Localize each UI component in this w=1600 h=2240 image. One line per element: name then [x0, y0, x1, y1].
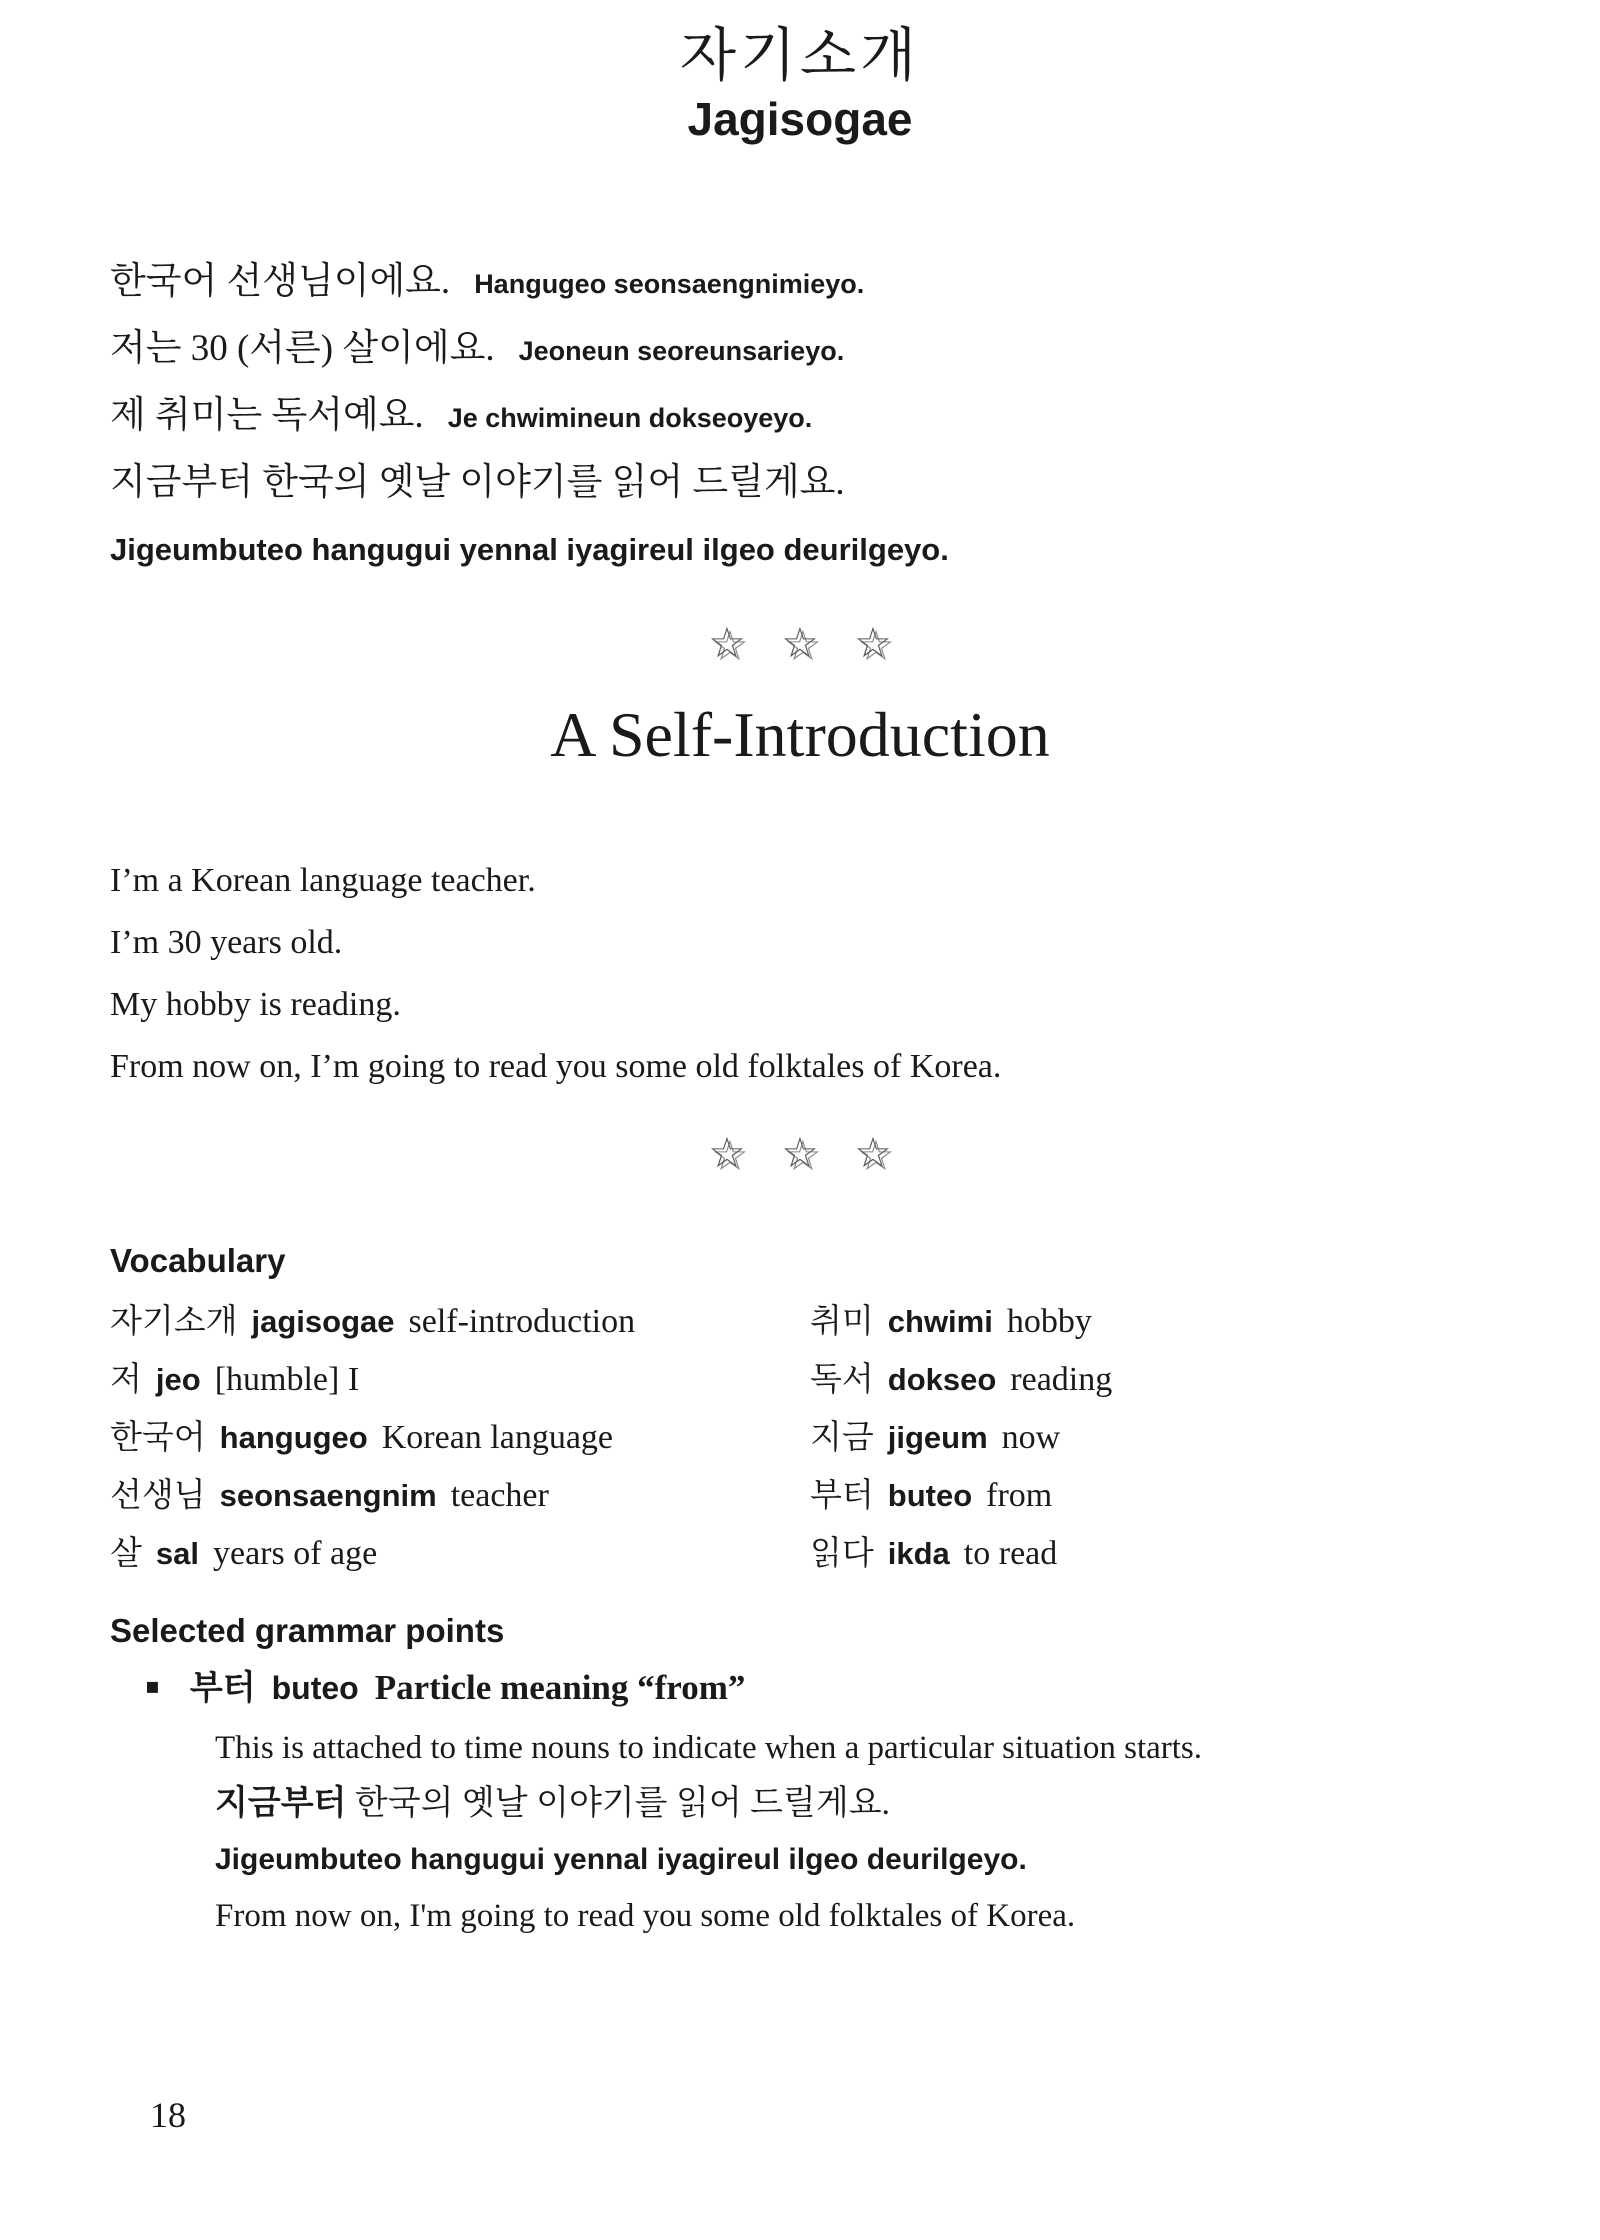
intro-romanization: Je chwimineun dokseoyeyo.: [447, 403, 813, 433]
grammar-explanation: This is attached to time nouns to indicate when a particular situation starts.: [215, 1730, 1203, 1766]
vocab-gloss: years of age: [213, 1535, 378, 1572]
star-divider-icon: ☆ ☆ ☆: [708, 1128, 892, 1177]
vocab-entry: [810, 1470, 1112, 1528]
vocab-romanization: buteo: [887, 1478, 973, 1513]
grammar-example-korean: [215, 1776, 1510, 1832]
vocab-gloss: from: [986, 1477, 1053, 1514]
vocab-korean: 자기소개: [110, 1304, 238, 1340]
vocab-korean: 한국어: [110, 1420, 206, 1456]
vocab-korean: 취미: [810, 1304, 874, 1340]
vocab-entry: [110, 1528, 635, 1586]
vocab-romanization: seonsaengnim: [219, 1478, 437, 1513]
page-title-korean: 자기소개: [679, 23, 921, 88]
intro-romanization: Jeoneun seoreunsarieyo.: [518, 336, 845, 366]
vocab-romanization: ikda: [887, 1536, 950, 1571]
vocab-romanization: hangugeo: [219, 1420, 368, 1455]
intro-korean-text: 지금부터 한국의 옛날 이야기를 읽어 드릴게요.: [110, 462, 845, 503]
vocab-entry: [810, 1412, 1112, 1470]
vocabulary-column-left: [110, 1296, 635, 1586]
vocab-gloss: Korean language: [381, 1419, 614, 1456]
vocab-korean: 독서: [810, 1362, 874, 1398]
vocab-entry: [810, 1354, 1112, 1412]
vocab-gloss: hobby: [1006, 1303, 1092, 1340]
page-number: 18: [150, 2095, 186, 2135]
vocab-entry: [110, 1354, 635, 1412]
vocab-romanization: jeo: [155, 1362, 201, 1397]
grammar-section-heading: Selected grammar points: [110, 1612, 505, 1649]
intro-line: [110, 520, 1510, 586]
vocab-korean: 부터: [810, 1478, 874, 1514]
intro-korean-text: 저는 30 (서른) 살이에요.: [110, 328, 495, 369]
grammar-term-korean: 부터: [189, 1670, 256, 1707]
intro-korean-text: 제 취미는 독서예요.: [110, 395, 424, 436]
vocab-gloss: self-introduction: [408, 1303, 636, 1340]
english-line: From now on, I’m going to read you some old folktales of Korea.: [110, 1048, 1002, 1085]
vocabulary-column-right: [810, 1296, 1112, 1586]
vocab-gloss: teacher: [450, 1477, 549, 1514]
vocab-gloss: [humble] I: [214, 1361, 360, 1398]
intro-romanization: Hangugeo seonsaengnimieyo.: [474, 269, 865, 299]
grammar-example-korean-bold: 지금부터: [215, 1785, 347, 1822]
vocab-gloss: now: [1001, 1419, 1061, 1456]
vocab-korean: 저: [110, 1362, 142, 1398]
section-title-english: A Self-Introduction: [550, 699, 1050, 770]
intro-romanization: Jigeumbuteo hangugui yennal iyagireul ilgeo deurilgeyo.: [110, 532, 949, 567]
grammar-example-english: From now on, I'm going to read you some old folktales of Korea.: [215, 1898, 1076, 1934]
star-divider-icon: ☆ ☆ ☆: [708, 618, 892, 667]
intro-line: [110, 319, 1510, 386]
english-line: My hobby is reading.: [110, 986, 401, 1023]
vocab-gloss: reading: [1010, 1361, 1113, 1398]
vocab-korean: 읽다: [810, 1536, 874, 1572]
intro-paragraph: [110, 252, 1510, 586]
grammar-point-term-line: [145, 1660, 745, 1709]
vocab-romanization: jagisogae: [251, 1304, 395, 1339]
vocab-romanization: chwimi: [887, 1304, 993, 1339]
intro-line: [110, 386, 1510, 453]
vocab-romanization: jigeum: [887, 1420, 988, 1455]
english-line: I’m 30 years old.: [110, 924, 343, 961]
grammar-term-romanization: buteo: [271, 1670, 359, 1706]
vocab-korean: 선생님: [110, 1478, 206, 1514]
intro-korean-text: 한국어 선생님이에요.: [110, 261, 451, 302]
intro-line: [110, 453, 1510, 520]
vocab-romanization: dokseo: [887, 1362, 997, 1397]
english-line: I’m a Korean language teacher.: [110, 862, 536, 899]
vocab-entry: [110, 1412, 635, 1470]
intro-line: [110, 252, 1510, 319]
vocab-gloss: to read: [963, 1535, 1058, 1572]
page-title-romanized: Jagisogae: [687, 93, 913, 145]
vocab-korean: 지금: [810, 1420, 874, 1456]
vocab-entry: [810, 1528, 1112, 1586]
bullet-square-icon: ▪: [145, 1674, 160, 1699]
grammar-point-body: [215, 1720, 1510, 1944]
english-translation-paragraph: [110, 850, 1510, 1098]
vocab-entry: [810, 1296, 1112, 1354]
grammar-example-korean-rest: 한국의 옛날 이야기를 읽어 드릴게요.: [346, 1785, 891, 1822]
vocab-romanization: sal: [155, 1536, 199, 1571]
grammar-term-meaning: Particle meaning “from”: [374, 1668, 746, 1707]
grammar-example-romanization: Jigeumbuteo hangugui yennal iyagireul ilgeo deurilgeyo.: [215, 1843, 1027, 1876]
vocab-entry: [110, 1296, 635, 1354]
vocabulary-heading: Vocabulary: [110, 1242, 286, 1279]
vocab-korean: 살: [110, 1536, 142, 1572]
vocab-entry: [110, 1470, 635, 1528]
